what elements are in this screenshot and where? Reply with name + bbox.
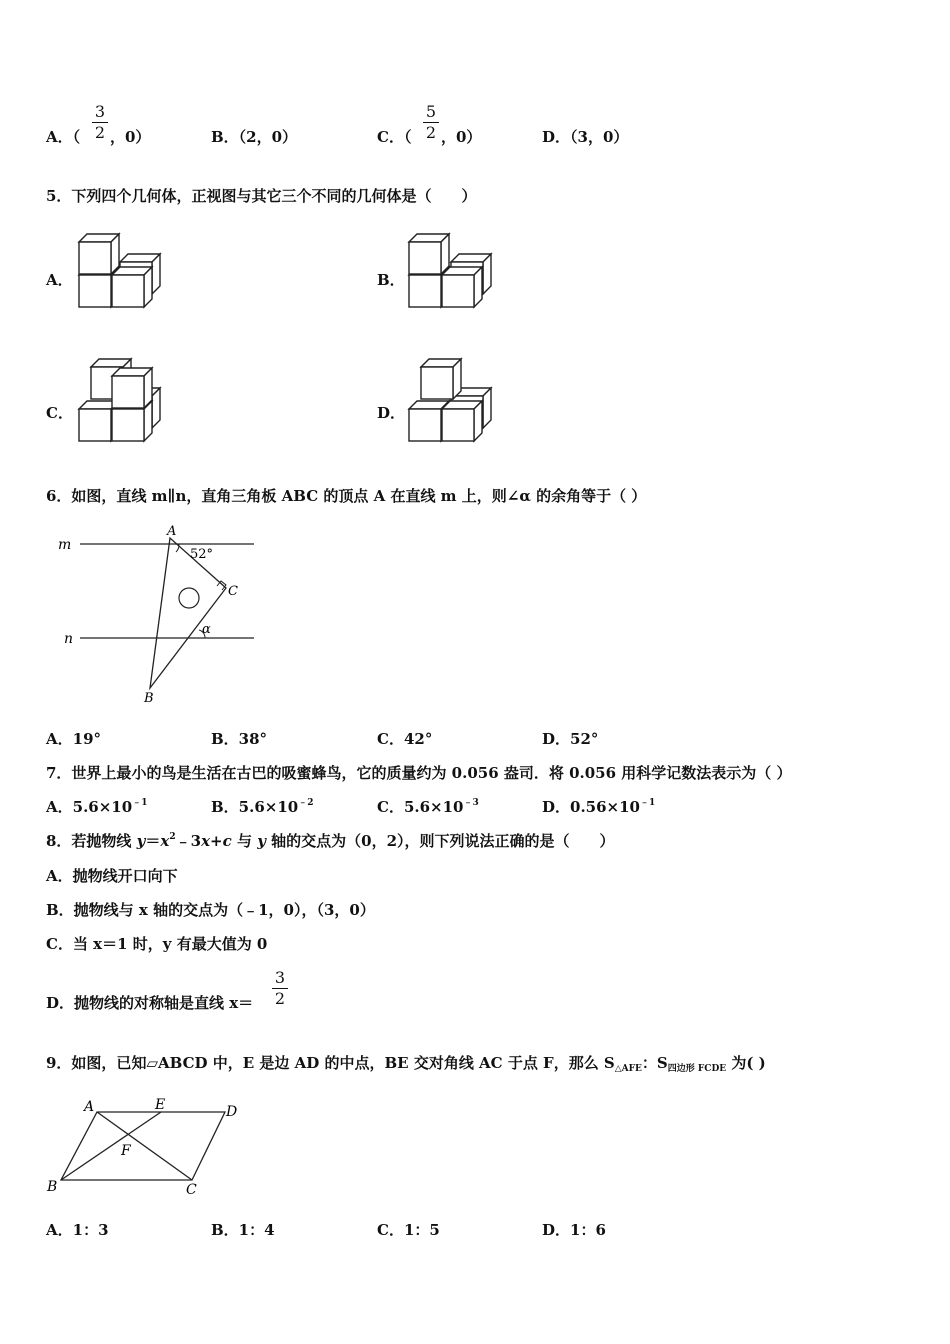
label-m: m [58, 537, 72, 553]
q5-option-b[interactable]: B． [377, 271, 405, 289]
q5-option-d[interactable]: D． [377, 404, 406, 422]
q5-figure-c [79, 359, 160, 441]
q4-option-a-fraction: 3 2 [92, 103, 108, 142]
q9-option-d[interactable]: D．1：6 [542, 1221, 606, 1239]
label-angle-52: 52° [190, 547, 214, 562]
label-n: n [64, 631, 74, 647]
triangle-hole [179, 588, 199, 608]
label-alpha: α [202, 622, 211, 637]
q8-option-d-fraction: 3 2 [272, 969, 288, 1008]
label-a: A [167, 524, 177, 539]
q6-option-b[interactable]: B．38° [211, 730, 268, 748]
q5-figure-b [409, 234, 491, 307]
q9-stem: 9．如图，已知▱ABCD 中，E 是边 AD 的中点，BE 交对角线 AC 于点 F，那么 $S_{\triangle AFE}$：$S_{四边形 FCDE}$ 为( ) [46, 1054, 766, 1074]
parallelogram-abcd [61, 1112, 225, 1180]
label-e: E [155, 1097, 166, 1113]
q6-figure [40, 518, 270, 708]
label-b: B [144, 691, 154, 706]
label-c: C [228, 584, 238, 599]
q8-option-a[interactable]: A．抛物线开口向下 [46, 867, 178, 885]
label-a: A [84, 1099, 95, 1115]
q9-figure [40, 1092, 260, 1207]
q4-option-c[interactable]: C．（ [377, 128, 412, 146]
q4-option-a-rest: ，0） [110, 128, 151, 146]
label-d: D [226, 1104, 238, 1120]
q9-option-b[interactable]: B．1：4 [211, 1221, 275, 1239]
q9-option-a[interactable]: A．1：3 [46, 1221, 109, 1239]
q5-figures [0, 0, 950, 460]
q5-stem: 5．下列四个几何体，正视图与其它三个不同的几何体是（ ） [46, 187, 477, 205]
q4-option-c-fraction: 5 2 [423, 103, 439, 142]
q5-option-a[interactable]: A． [46, 271, 73, 289]
q9-option-c[interactable]: C．1：5 [377, 1221, 440, 1239]
q6-option-a[interactable]: A．19° [46, 730, 102, 748]
q8-stem: 8．若抛物线 $y=x^2﹣3x+c$ 与 y 轴的交点为（0，2），则下列说法正确的是（ ） [46, 832, 615, 850]
q7-option-b[interactable]: B．$5.6\times 10^{﹣2}$ [211, 798, 314, 816]
q5-figure-a [79, 234, 160, 307]
q8-option-b[interactable]: B．抛物线与 x 轴的交点为（﹣1，0），（3，0） [46, 901, 375, 919]
q6-stem: 6．如图，直线 m∥n，直角三角板 ABC 的顶点 A 在直线 m 上，则∠α 的余角等于（ ） [46, 487, 647, 505]
label-b: B [47, 1179, 58, 1195]
q4-option-b[interactable]: B．（2，0） [211, 128, 298, 146]
q4-option-c-rest: ，0） [441, 128, 482, 146]
q4-option-d[interactable]: D．（3，0） [542, 128, 629, 146]
q8-option-c[interactable]: C．当 x＝1 时，y 有最大值为 0 [46, 935, 268, 953]
label-f: F [121, 1143, 131, 1159]
q6-option-c[interactable]: C．42° [377, 730, 433, 748]
q5-figure-d [409, 359, 491, 441]
q7-option-a[interactable]: A．$5.6\times 10^{﹣1}$ [46, 798, 148, 816]
triangle-abc [150, 538, 226, 688]
q6-option-d[interactable]: D．52° [542, 730, 599, 748]
q5-option-c[interactable]: C． [46, 404, 73, 422]
label-c: C [186, 1182, 197, 1198]
q4-option-a[interactable]: A．（ [46, 128, 81, 146]
q7-stem: 7．世界上最小的鸟是生活在古巴的吸蜜蜂鸟，它的质量约为 0.056 盎司．将 0.056 用科学记数法表示为（ ） [46, 764, 792, 782]
q7-option-c[interactable]: C．$5.6\times 10^{﹣3}$ [377, 798, 479, 816]
q8-option-d[interactable]: D．抛物线的对称轴是直线 x＝ [46, 994, 254, 1012]
q7-option-d[interactable]: D．$0.56\times 10^{﹣1}$ [542, 798, 656, 816]
